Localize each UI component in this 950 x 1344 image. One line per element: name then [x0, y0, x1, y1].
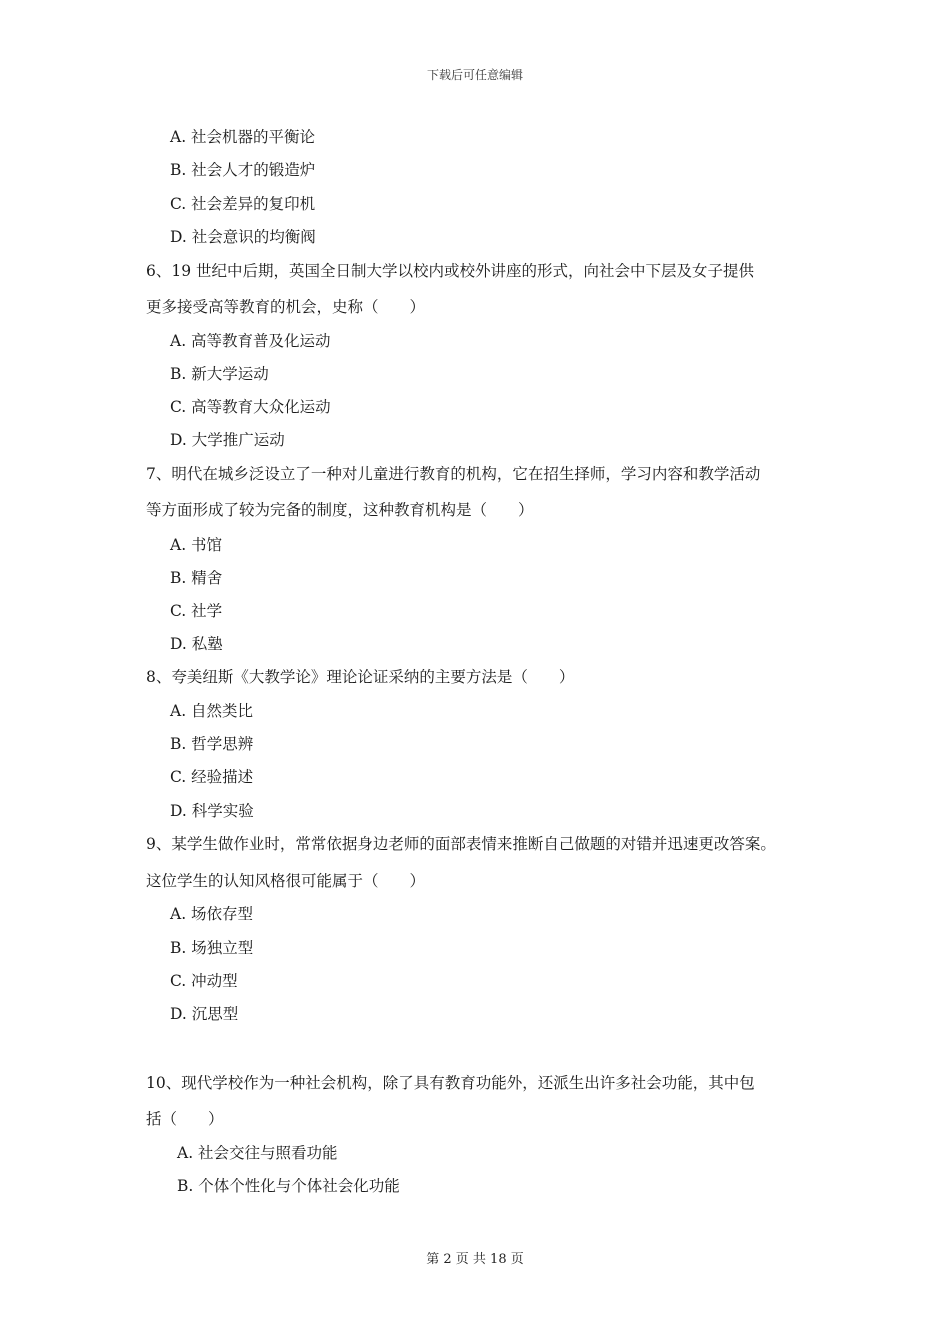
question-9-text: 9、某学生做作业时，常常依据身边老师的面部表情来推断自己做题的对错并迅速更改答案。 — [146, 835, 776, 853]
page-footer: 第 2 页 共 18 页 — [426, 1252, 524, 1267]
option-line: B. 社会人才的锻造炉 — [170, 161, 316, 179]
option-line: A. 自然类比 — [170, 702, 254, 720]
option-line: A. 场依存型 — [170, 905, 254, 923]
question-10-text: 10、现代学校作为一种社会机构，除了具有教育功能外，还派生出许多社会功能，其中包 — [146, 1074, 755, 1092]
option-line: B. 场独立型 — [170, 939, 254, 957]
option-line: D. 社会意识的均衡阀 — [170, 228, 316, 246]
option-line: C. 冲动型 — [170, 972, 238, 990]
option-line: A. 社会机器的平衡论 — [170, 128, 316, 146]
option-line: A. 高等教育普及化运动 — [170, 332, 331, 350]
option-line: A. 书馆 — [170, 536, 223, 554]
question-7-text: 7、明代在城乡泛设立了一种对儿童进行教育的机构，它在招生择师，学习内容和教学活动 — [146, 465, 761, 483]
option-line: C. 社学 — [170, 602, 223, 620]
option-line: C. 社会差异的复印机 — [170, 195, 316, 213]
question-10-text-cont: 括（ ） — [146, 1110, 224, 1128]
option-line: B. 新大学运动 — [170, 365, 269, 383]
option-line: B. 精舍 — [170, 569, 223, 587]
option-line: B. 个体个性化与个体社会化功能 — [177, 1177, 400, 1195]
option-line: A. 社会交往与照看功能 — [177, 1144, 338, 1162]
question-6-text: 6、19 世纪中后期，英国全日制大学以校内或校外讲座的形式，向社会中下层及女子提供 — [146, 262, 755, 280]
option-line: C. 高等教育大众化运动 — [170, 398, 331, 416]
question-7-text-cont: 等方面形成了较为完备的制度，这种教育机构是（ ） — [146, 501, 534, 519]
option-line: D. 私塾 — [170, 635, 223, 653]
option-line: D. 大学推广运动 — [170, 431, 285, 449]
question-6-text-cont: 更多接受高等教育的机会，史称（ ） — [146, 298, 426, 316]
option-line: D. 科学实验 — [170, 802, 254, 820]
option-line: B. 哲学思辨 — [170, 735, 254, 753]
page-header: 下载后可任意编辑 — [426, 68, 523, 82]
question-8-text: 8、夸美纽斯《大教学论》理论论证采纳的主要方法是（ ） — [146, 668, 575, 686]
option-line: C. 经验描述 — [170, 768, 254, 786]
question-9-text-cont: 这位学生的认知风格很可能属于（ ） — [146, 872, 426, 890]
option-line: D. 沉思型 — [170, 1005, 239, 1023]
